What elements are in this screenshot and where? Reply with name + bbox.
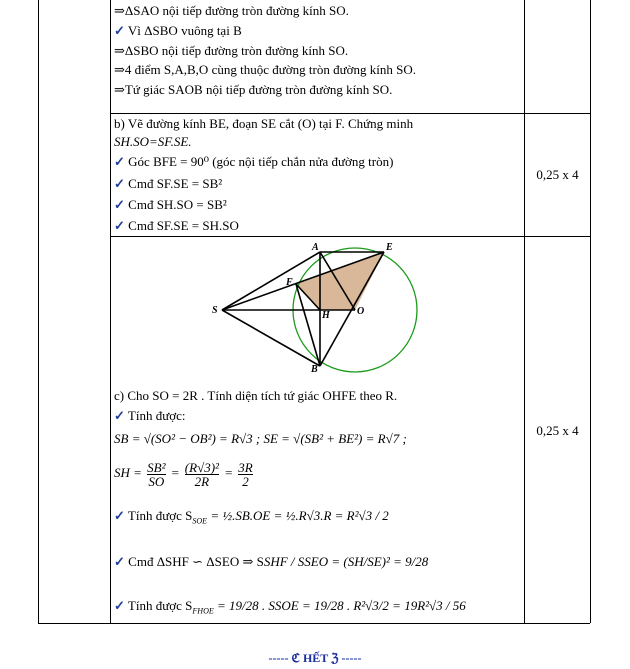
- check-icon: ✓: [114, 23, 125, 38]
- part-c-step-label: ✓ Tính được:: [114, 408, 186, 423]
- part-b-heading-1: b) Vẽ đường kính BE, đoạn SE cắt (O) tại F. Chứng minh: [114, 116, 414, 131]
- check-icon: ✓: [114, 554, 125, 569]
- label-e: E: [386, 242, 393, 253]
- part-b-step-1: ✓ Góc BFE = 90⁰ (góc nội tiếp chắn nửa đường tròn): [114, 154, 394, 169]
- check-icon: ✓: [114, 176, 125, 191]
- check-icon: ✓: [114, 408, 125, 423]
- check-icon: ✓: [114, 598, 125, 613]
- part-c-sh-formula: SH = $\frac{\text{SB²}}{SO}$ = $\frac{\text{(R√3)²}}{2R}$ = $\frac{3R}{2}$: [114, 459, 253, 489]
- label-s: S: [212, 305, 218, 316]
- part-c-formula-1: SB = √(SO² − OB²) = R√3 ; SE = √(SB² + BE²) = R√7 ;: [114, 431, 407, 446]
- check-icon: ✓: [114, 508, 125, 523]
- label-a: A: [312, 242, 319, 253]
- label-h: H: [322, 310, 330, 321]
- part-c-score: 0,25 x 4: [536, 423, 579, 438]
- quadrilateral-ohfe: [296, 252, 384, 310]
- part-a-line-2: ✓ Vì ΔSBO vuông tại B: [114, 23, 242, 38]
- check-icon: ✓: [114, 154, 125, 169]
- part-c-similar: ✓ Cmđ ΔSHF ∽ ΔSEO ⇒ SSHF / SSEO = (SH/SE)² = 9/28: [114, 554, 429, 569]
- part-c-heading: c) Cho SO = 2R . Tính diện tích tứ giác OHFE theo R.: [114, 388, 398, 403]
- label-f: F: [286, 277, 293, 288]
- part-a-line-1: ⇒ΔSAO nội tiếp đường tròn đường kính SO.: [114, 3, 349, 18]
- label-b: B: [311, 364, 318, 375]
- part-b-step-3: ✓ Cmđ SH.SO = SB²: [114, 197, 227, 212]
- part-b-step-2: ✓ Cmđ SF.SE = SB²: [114, 176, 223, 191]
- part-b-step-4: ✓ Cmđ SF.SE = SH.SO: [114, 218, 239, 233]
- part-a-line-4: ⇒4 điểm S,A,B,O cùng thuộc đường tròn đường kính SO.: [114, 62, 416, 77]
- page-footer: ----- ℭ HẾT ℨ -----: [268, 651, 362, 665]
- part-c-final: ✓ Tính được $S_{FHOE} = 19/28$ . SSOE = 19/28 . R²√3/2 = 19R²√3 / 56: [114, 598, 466, 616]
- check-icon: ✓: [114, 218, 125, 233]
- part-a-line-5: ⇒Tứ giác SAOB nội tiếp đường tròn đường kính SO.: [114, 82, 393, 97]
- check-icon: ✓: [114, 197, 125, 212]
- part-a-line-3: ⇒ΔSBO nội tiếp đường tròn đường kính SO.: [114, 43, 349, 58]
- part-b-score: 0,25 x 4: [536, 167, 579, 182]
- part-b-heading-2: SH.SO=SF.SE.: [114, 134, 192, 149]
- part-c-soe: ✓ Tính được $S_{SOE}$ = ½.SB.OE = ½.R√3.R = R²√3 / 2: [114, 508, 389, 526]
- label-o: O: [357, 306, 365, 317]
